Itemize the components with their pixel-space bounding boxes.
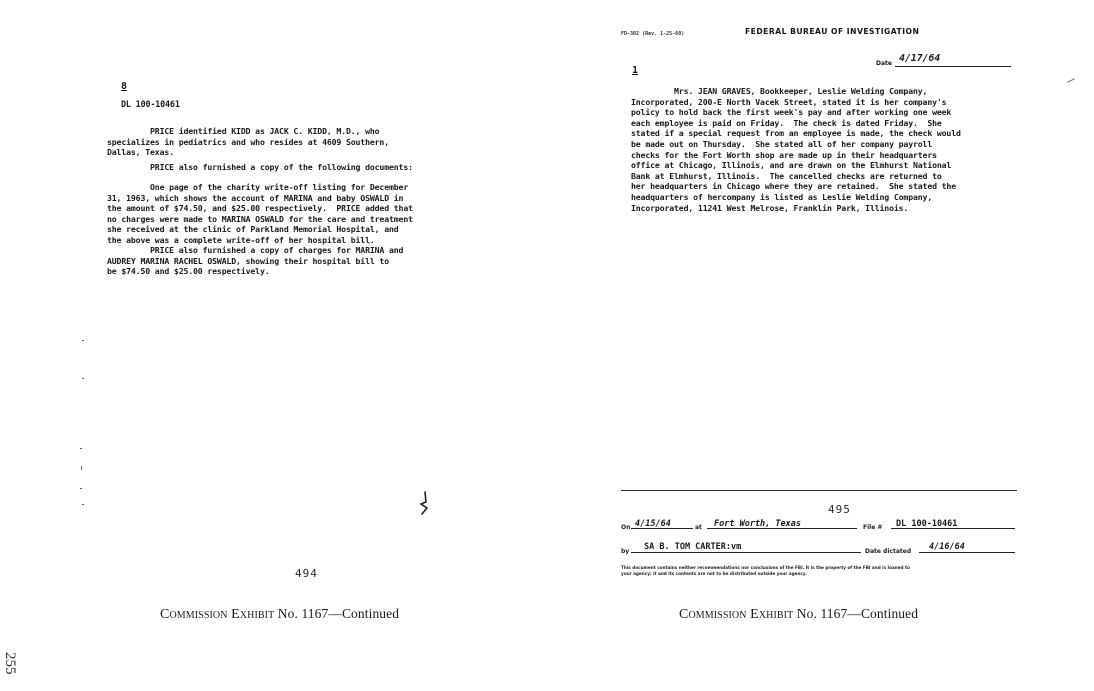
at-label: at: [695, 524, 702, 531]
scan-speck: [82, 504, 84, 505]
by-label: by: [621, 548, 630, 555]
agent-value: SA B. TOM CARTER:vm: [644, 542, 742, 552]
exhibit-caption: [160, 606, 399, 623]
text-line: checks for the Fort Worth shop are made up in their headquarters: [631, 149, 937, 160]
scan-speck: [80, 448, 82, 449]
text-line: policy to hold back the first week's pay and after working one week: [631, 107, 952, 118]
caption-prefix: Commission Exhibit: [160, 607, 275, 622]
exhibit-caption: [679, 606, 918, 623]
text-line: office at Chicago, Illinois, and are drawn on the Elmhurst National: [631, 160, 952, 171]
text-line: each employee is paid on Friday. The check is dated Friday. She: [631, 117, 942, 128]
text-line: One page of the charity write-off listing for December: [107, 182, 409, 192]
on-label: On: [621, 524, 631, 531]
separator-rule: [621, 490, 1017, 491]
text-line: the above was a complete write-off of her hospital bill.: [107, 234, 375, 245]
exhibit-stamp-number: 494: [295, 567, 318, 580]
text-line: Dallas, Texas.: [107, 147, 174, 158]
fbi-disclaimer: [621, 565, 1021, 576]
caption-prefix: Commission Exhibit: [679, 607, 794, 622]
scan-speck: [81, 466, 82, 470]
scan-speck: [1067, 78, 1075, 82]
scan-speck: [82, 340, 84, 341]
interview-location-underline: [707, 528, 857, 529]
scan-speck: [80, 488, 82, 489]
text-line: the amount of $74.50, and $25.00 respectively. PRICE added that: [107, 203, 413, 214]
scan-speck: [82, 378, 84, 379]
margin-page-number: [1, 622, 18, 675]
dictated-label: Date dictated: [865, 548, 912, 555]
file-label: File #: [863, 524, 883, 531]
caption-suffix: No. 1167—Continued: [796, 606, 919, 621]
date-underline: [895, 66, 1011, 67]
paragraph-kidd-identification: [107, 126, 389, 158]
form-number: FD-302 (Rev. 1-25-60): [621, 31, 685, 37]
text-line: no charges were made to MARINA OSWALD for the care and treatment: [107, 213, 413, 224]
page-number: 1: [632, 65, 638, 76]
text-line: specializes in pediatrics and who resides at 4609 Southern,: [107, 136, 389, 147]
file-number-value: DL 100-10461: [896, 519, 958, 529]
text-line: Incorporated, 11241 West Melrose, Franklin Park, Illinois.: [631, 202, 909, 213]
text-line: be made out on Thursday. She stated all of her company payroll: [631, 138, 933, 149]
date-value: 4/17/64: [899, 53, 941, 64]
handwritten-mark: [417, 490, 431, 516]
text-line: she received at the clinic of Parkland Memorial Hospital, and: [107, 224, 399, 235]
dictated-date-value: 4/16/64: [929, 542, 965, 552]
text-line: Incorporated, 200-E North Vacek Street, stated it is her company's: [631, 96, 947, 107]
text-line: Bank at Elmhurst, Illinois. The cancelled checks are returned to: [631, 170, 942, 181]
paragraph-documents-intro: [107, 162, 413, 173]
interview-date-value: 4/15/64: [635, 519, 671, 529]
exhibit-stamp-number: 495: [828, 503, 851, 516]
text-line: Mrs. JEAN GRAVES, Bookkeeper, Leslie Welding Company,: [631, 86, 928, 96]
caption-suffix: No. 1167—Continued: [277, 606, 400, 621]
paragraph-charity-writeoff: [107, 182, 413, 246]
margin-page-number-text: 255: [2, 652, 18, 675]
text-line: PRICE also furnished a copy of the following documents:: [107, 162, 413, 172]
interview-date-underline: [631, 528, 693, 529]
paragraph-hospital-charges: [107, 245, 403, 277]
text-line: stated if a special request from an employee is made, the check would: [631, 128, 961, 139]
date-label: Date: [876, 60, 892, 67]
disclaimer-line: This document contains neither recommendations nor conclusions of the FBI. It is the property of the FBI and is loaned to: [621, 565, 910, 570]
text-line: be $74.50 and $25.00 respectively.: [107, 266, 270, 277]
page-number: 8: [121, 81, 127, 92]
right-page: [547, 0, 1094, 691]
text-line: her headquarters in Chicago where they are retained. She stated the: [631, 181, 956, 192]
agency-header: FEDERAL BUREAU OF INVESTIGATION: [745, 27, 920, 36]
text-line: headquarters of hercompany is listed as Leslie Welding Company,: [631, 191, 933, 202]
disclaimer-line: your agency; it and its contents are not to be distributed outside your agency.: [621, 570, 807, 576]
text-line: AUDREY MARINA RACHEL OSWALD, showing their hospital bill to: [107, 255, 389, 266]
file-number: DL 100-10461: [121, 99, 180, 109]
text-line: 31, 1963, which shows the account of MARINA and baby OSWALD in: [107, 192, 404, 203]
text-line: PRICE identified KIDD as JACK C. KIDD, M.D., who: [107, 126, 380, 136]
interview-location-value: Fort Worth, Texas: [714, 519, 801, 529]
agent-underline: [631, 552, 861, 553]
file-number-underline: [891, 528, 1015, 529]
text-line: PRICE also furnished a copy of charges for MARINA and: [107, 245, 404, 255]
interview-body: [631, 86, 961, 213]
dictated-date-underline: [919, 552, 1015, 553]
